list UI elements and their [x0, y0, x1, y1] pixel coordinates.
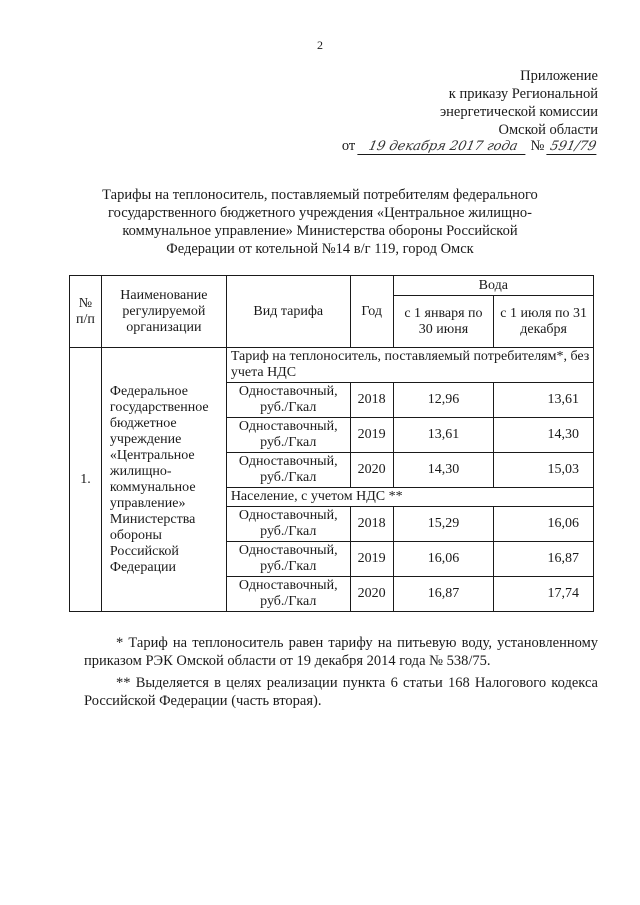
header-period-1: с 1 января по 30 июня	[393, 296, 494, 348]
group-label: Население, с учетом НДС **	[226, 488, 593, 507]
header-water: Вода	[393, 276, 593, 296]
tariff-type-cell: Одноставочный, руб./Гкал	[226, 542, 350, 577]
value-cell: 13,61	[494, 383, 594, 418]
value-cell: 15,03	[494, 453, 594, 488]
header-period-2: с 1 июля по 31 декабря	[494, 296, 594, 348]
value-cell: 16,06	[494, 507, 594, 542]
row-number: 1.	[70, 348, 102, 612]
page-number: 2	[317, 38, 323, 52]
group-label: Тариф на теплоноситель, поставляемый потребителям*, без учета НДС	[226, 348, 593, 383]
appendix-line: энергетической комиссии	[439, 104, 598, 120]
header-organization: Наименование регулируемой организации	[101, 276, 226, 348]
order-reference	[342, 138, 598, 155]
tariff-type-cell: Одноставочный, руб./Гкал	[226, 453, 350, 488]
organization-name: Федеральное государственное бюджетное учреждение «Центральное жилищно-коммунальное управление» Министерства обороны Российской Федерации	[101, 348, 226, 612]
value-cell: 12,96	[393, 383, 494, 418]
from-label: от	[341, 138, 356, 154]
appendix-line: Приложение	[520, 68, 598, 84]
title-line: Федерации от котельной №14 в/г 119, город Омск	[166, 241, 474, 257]
value-cell: 13,61	[393, 418, 494, 453]
tariff-table	[69, 275, 594, 612]
header-year: Год	[350, 276, 393, 348]
document-title	[70, 186, 570, 258]
handwritten-number: 591/79	[546, 139, 599, 155]
title-line: Тарифы на теплоноситель, поставляемый потребителям федерального	[102, 187, 538, 203]
footnote-2: ** Выделяется в целях реализации пункта 6 статьи 168 Налогового кодекса Российской Федерации (часть вторая).	[84, 675, 598, 709]
year-cell: 2020	[350, 577, 393, 612]
year-cell: 2018	[350, 383, 393, 418]
handwritten-date: 19 декабря 2017 года	[357, 139, 528, 155]
appendix-block	[440, 67, 598, 139]
year-cell: 2019	[350, 418, 393, 453]
header-num: № п/п	[70, 276, 102, 348]
value-cell: 16,06	[393, 542, 494, 577]
value-cell: 14,30	[494, 418, 594, 453]
number-label: №	[530, 138, 545, 154]
year-cell: 2020	[350, 453, 393, 488]
tariff-type-cell: Одноставочный, руб./Гкал	[226, 577, 350, 612]
value-cell: 16,87	[494, 542, 594, 577]
title-line: государственного бюджетного учреждения «Центральное жилищно-	[108, 205, 532, 221]
value-cell: 17,74	[494, 577, 594, 612]
tariff-type-cell: Одноставочный, руб./Гкал	[226, 507, 350, 542]
year-cell: 2019	[350, 542, 393, 577]
tariff-type-cell: Одноставочный, руб./Гкал	[226, 383, 350, 418]
year-cell: 2018	[350, 507, 393, 542]
tariff-type-cell: Одноставочный, руб./Гкал	[226, 418, 350, 453]
value-cell: 15,29	[393, 507, 494, 542]
title-line: коммунальное управление» Министерства обороны Российской	[122, 223, 518, 239]
footnote-1: * Тариф на теплоноситель равен тарифу на питьевую воду, установленному приказом РЭК Омской области от 19 декабря 2014 года № 538/75.	[84, 635, 598, 669]
header-tariff-type: Вид тарифа	[226, 276, 350, 348]
appendix-line: Омской области	[498, 122, 598, 138]
value-cell: 16,87	[393, 577, 494, 612]
value-cell: 14,30	[393, 453, 494, 488]
appendix-line: к приказу Региональной	[448, 86, 598, 102]
footnotes	[84, 634, 598, 714]
